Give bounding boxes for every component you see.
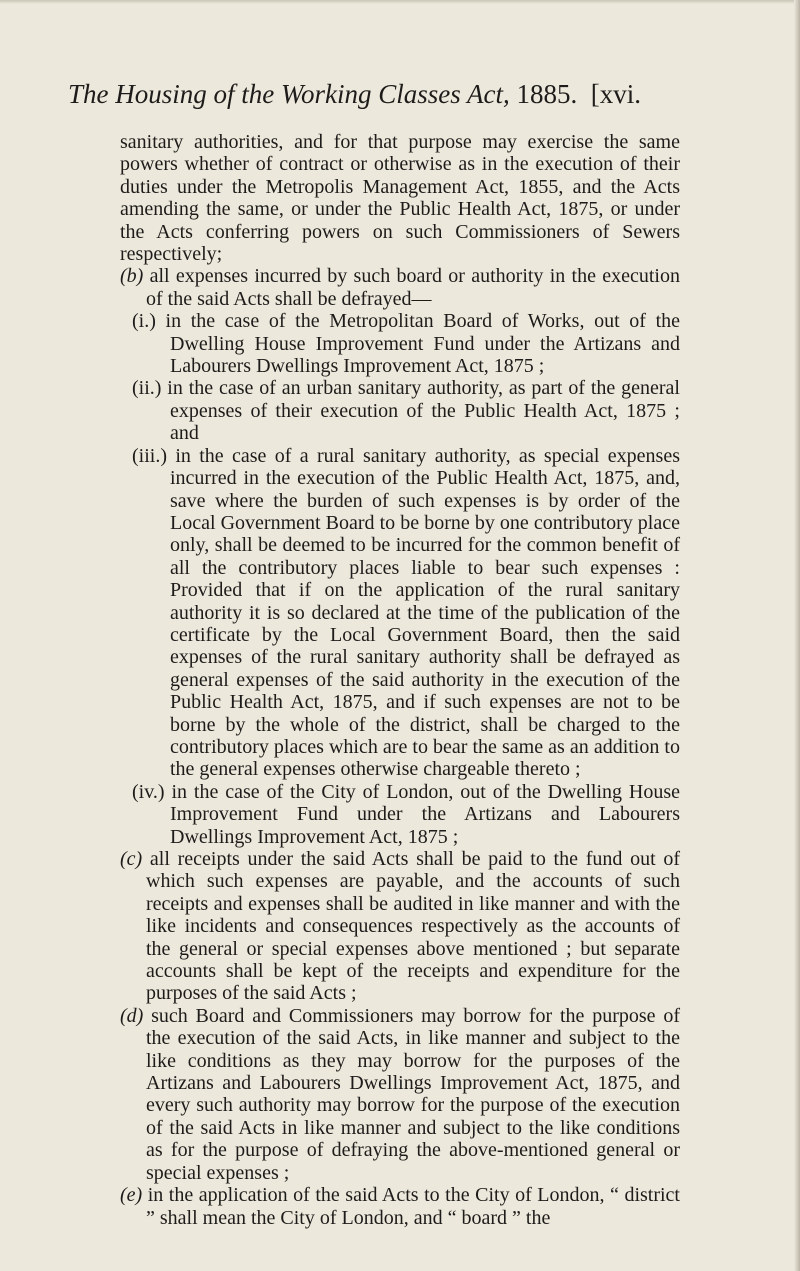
subclause-text: in the case of the Metropolitan Board of Works, out of the Dwelling House Improvement Fund under the Artizans and Labourers Dwellings Improvement Act, 1875 ;	[155, 310, 680, 378]
clause-text: in the application of the said Acts to the City of London, “ district ” shall mean the City of London, and “ board ” the	[142, 1184, 680, 1229]
subclause-text: in the case of a rural sanitary authority, as special expenses incurred in the execution of the Public Health Act, 1875, and, save where the burden of such expenses is by order of the Local Government Board to be borne by one contributory place only, shall be deemed to be incurred for the common benefit of all the contributory places liable to bear such expenses : Provided that if on the application of the rural sanitary authority it is so declared at the time of the publication of the certificate by the Local Government Board, then the said expenses of the rural sanitary authority shall be defrayed as general expenses of the said authority in the execution of the Public Health Act, 1875, and if such expenses are not to be borne by the whole of the district, shall be charged to the contributory places which are to bear the same as an addition to the general expenses otherwise chargeable thereto ;	[167, 444, 680, 781]
subclause-label: (iv.)	[132, 780, 165, 803]
subclause-iii	[120, 445, 680, 781]
subclause-text: in the case of an urban sanitary authority, as part of the general expenses of their execution of the Public Health Act, 1875 ; and	[161, 377, 680, 445]
paragraph-continued	[120, 131, 680, 265]
paragraph-text: sanitary authorities, and for that purpose may exercise the same powers whether of contract or otherwise as in the execution of their duties under the Metropolis Management Act, 1855, and the Acts amending the same, or under the Public Health Act, 1875, or under the Acts conferring powers on such Commissioners of Sewers respectively;	[120, 131, 680, 266]
clause-text: such Board and Commissioners may borrow for the purpose of the execution of the said Acts, in like manner and subject to the like conditions as they may borrow for the purposes of the Artizans and Labourers Dwellings Improvement Act, 1875, and every such authority may borrow for the purpose of the execution of the said Acts in like manner and subject to the like conditions as for the purpose of defraying the above-mentioned general or special expenses ;	[143, 1004, 680, 1184]
header-section: [xvi.	[590, 79, 642, 109]
body-text	[120, 131, 680, 1229]
subclause-text: in the case of the City of London, out of the Dwelling House Improvement Fund under the Artizans and Labourers Dwellings Improvement Act, 1875 ;	[164, 780, 680, 848]
clause-label: (c)	[120, 848, 143, 870]
clause-label: (d)	[120, 1004, 144, 1027]
page-top-edge	[0, 0, 800, 4]
subclause-i	[120, 310, 680, 377]
clause-text: all expenses incurred by such board or authority in the execution of the said Acts shall be defrayed—	[143, 265, 680, 310]
header-title: The Housing of the Working Classes Act,	[68, 79, 510, 109]
subclause-ii	[120, 377, 680, 444]
subclause-label: (ii.)	[132, 377, 162, 400]
clause-label: (b)	[120, 265, 144, 288]
clause-c	[120, 848, 680, 1005]
clause-e	[120, 1184, 680, 1229]
subclause-label: (iii.)	[132, 444, 167, 467]
clause-text: all receipts under the said Acts shall be paid to the fund out of which such expenses are payable, and the accounts of such receipts and expenses shall be audited in like manner and with the like incidents and consequences respectively as the accounts of the general or special expenses above mentioned ; but separate accounts shall be kept of the receipts and expenditure for the purposes of the said Acts ;	[142, 848, 680, 1005]
header-year: 1885.	[509, 79, 578, 109]
subclause-iv	[120, 781, 680, 848]
clause-label: (e)	[120, 1184, 143, 1207]
subclause-label: (i.)	[132, 310, 156, 333]
page-right-edge	[794, 0, 800, 1271]
running-header	[68, 78, 788, 110]
clause-b	[120, 265, 680, 310]
clause-d	[120, 1005, 680, 1184]
